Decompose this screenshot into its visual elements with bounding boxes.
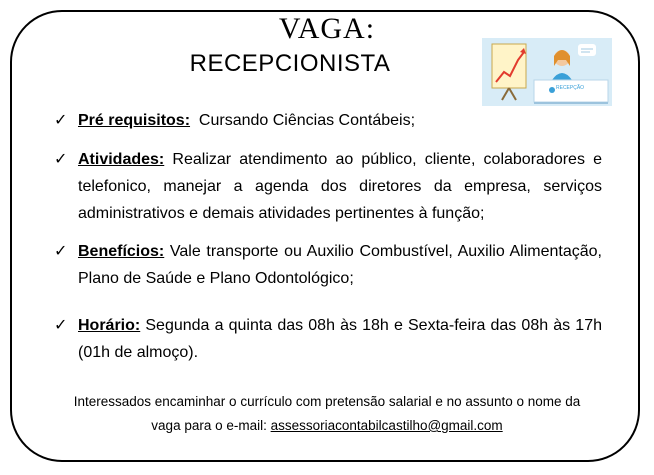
footer-line-2	[40, 414, 614, 438]
checkmark-icon: ✓	[54, 112, 68, 129]
item-text: Cursando Ciências Contábeis;	[198, 112, 416, 129]
reception-badge: RECEPÇÃO	[556, 85, 585, 91]
reception-illustration	[482, 38, 612, 106]
page-title: VAGA:	[278, 12, 376, 45]
item-label: Benefícios:	[78, 243, 165, 260]
footer-note	[40, 390, 614, 438]
item-text: Segunda a quinta das 08h às 18h e Sexta-feira das 08h às 17h (01h de almoço).	[78, 317, 602, 361]
checkmark-icon: ✓	[54, 317, 68, 334]
list-item-horario	[54, 312, 602, 366]
footer-prefix: vaga para o e-mail:	[151, 418, 267, 433]
checkmark-icon: ✓	[54, 243, 68, 260]
item-text: Realizar atendimento ao público, cliente, colaboradores e telefonico, manejar a agenda dos diretores da empresa, serviços administrativos e demais atividades pertinentes à função;	[78, 151, 602, 222]
list-item-requisitos	[54, 107, 602, 134]
list-item-atividades	[54, 146, 602, 227]
item-text: Vale transporte ou Auxilio Combustível, Auxilio Alimentação, Plano de Saúde e Plano Odontológico;	[78, 243, 602, 287]
email-link[interactable]: assessoriacontabilcastilho@gmail.com	[270, 418, 503, 433]
job-title: RECEPCIONISTA	[189, 50, 391, 77]
item-label: Horário:	[78, 317, 141, 334]
checkmark-icon: ✓	[54, 151, 68, 168]
footer-line-1: Interessados encaminhar o currículo com pretensão salarial e no assunto o nome da	[73, 394, 581, 409]
list-item-beneficios	[54, 238, 602, 292]
item-label: Pré requisitos:	[78, 112, 191, 129]
item-label: Atividades:	[78, 151, 165, 168]
